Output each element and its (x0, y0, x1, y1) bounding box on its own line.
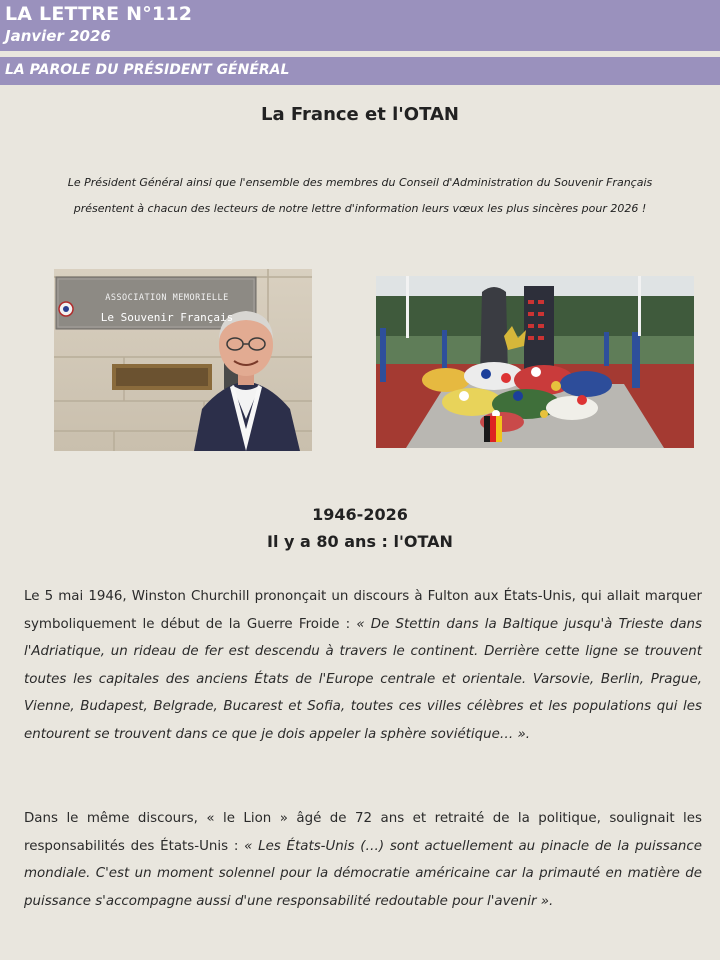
issue-number: LA LETTRE N°112 (5, 3, 193, 25)
section-header (0, 57, 720, 85)
paragraph-quote: « De Stettin dans la Baltique jusqu'à Trieste dans l'Adriatique, un rideau de fer est descendu à travers le continent. Derrière cette ligne se trouvent toutes les capitales des anciens États de l'Europe centrale et orientale. Varsovie, Berlin, Prague, Vienne, Budapest, Belgrade, Bucarest et Sofia, toutes ces villes célèbres et les populations qui les entourent se trouvent dans ce que je dois appeler la sphère soviétique… ». (24, 616, 702, 742)
paragraph-churchill-speech (24, 583, 702, 749)
plaque-line-2: Le Souvenir Français (100, 311, 234, 324)
issue-date: Janvier 2026 (5, 27, 111, 45)
paragraph-us-responsibility (24, 805, 702, 915)
plaque-line-1: ASSOCIATION MEMORIELLE (105, 293, 229, 303)
section-title: LA PAROLE DU PRÉSIDENT GÉNÉRAL (5, 62, 290, 78)
paragraph-intro: Dans le même discours, « le Lion » âgé de 72 ans et retraité de la politique, soulignait les responsabilités des États-Unis : (24, 811, 702, 854)
wishes-line: Le Président Général ainsi que l'ensemble des membres du Conseil d'Administration du Souvenir Français (67, 176, 653, 189)
wishes-line: présentent à chacun des lecteurs de notre lettre d'information leurs vœux les plus sincères pour 2026 ! (73, 202, 647, 215)
new-year-wishes (0, 170, 720, 222)
section-subtitle-years: 1946-2026 (312, 505, 408, 524)
paragraph-quote: « Les États-Unis (…) sont actuellement au pinacle de la puissance mondiale. C'est un moment solennel pour la démocratie américaine car la primauté en matière de puissance s'accompagne aussi d'une responsabilité redoutable pour l'avenir ». (24, 838, 702, 909)
article-title: La France et l'OTAN (261, 104, 459, 125)
president-photo (54, 269, 312, 451)
memorial-photo (376, 276, 694, 448)
section-subtitle-otan: Il y a 80 ans : l'OTAN (267, 532, 453, 551)
memorial-photo-drawing (376, 276, 694, 448)
paragraph-intro: Le 5 mai 1946, Winston Churchill prononçait un discours à Fulton aux États-Unis, qui allait marquer symboliquement le début de la Guerre Froide : (24, 589, 702, 632)
newsletter-header (0, 0, 720, 51)
